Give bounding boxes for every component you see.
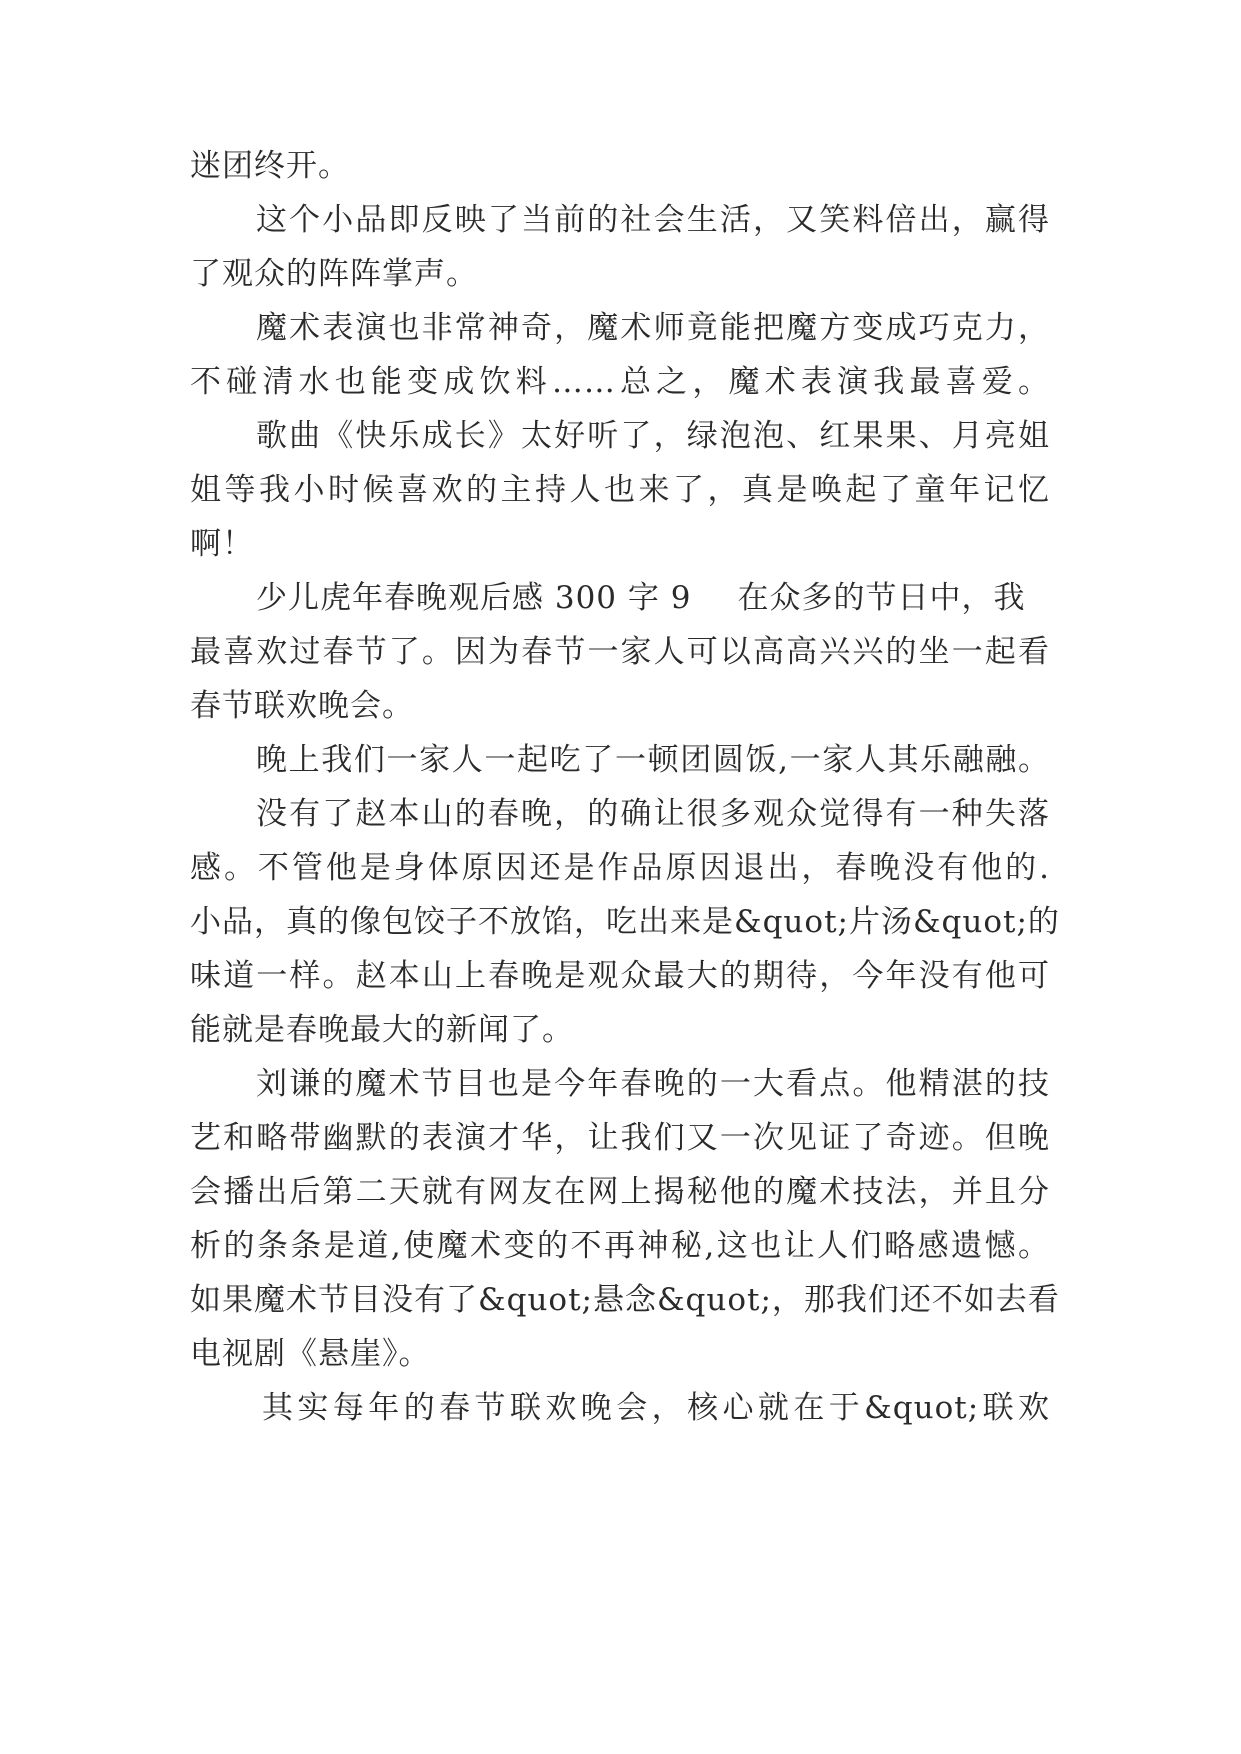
text-line: 春节联欢晚会。 [190,688,414,724]
text-line: 这个小品即反映了当前的社会生活，又笑料倍出，赢得 [256,202,1050,238]
text-line: 迷团终开。 [190,148,350,184]
text-line: 小品，真的像包饺子不放馅，吃出来是&quot;片汤&quot;的 [190,904,1060,940]
text-line: 析的条条是道,使魔术变的不再神秘,这也让人们略感遗憾。 [190,1228,1050,1264]
text-line: 歌曲《快乐成长》太好听了，绿泡泡、红果果、月亮姐 [256,418,1050,454]
text-line: 姐等我小时候喜欢的主持人也来了，真是唤起了童年记忆 [190,472,1050,508]
text-line: 没有了赵本山的春晚，的确让很多观众觉得有一种失落 [256,796,1050,832]
text-line: 艺和略带幽默的表演才华，让我们又一次见证了奇迹。但晚 [190,1120,1050,1156]
paragraph-start: 在众多的节日中，我 [737,580,1026,616]
text-line: 了观众的阵阵掌声。 [190,256,478,292]
text-line: 其实每年的春节联欢晚会，核心就在于&quot;联欢 [262,1390,1050,1426]
article-title: 少儿虎年春晚观后感 300 字 9 [256,580,692,616]
text-line: 不碰清水也能变成饮料……总之，魔术表演我最喜爱。 [190,364,1050,400]
text-line: 能就是春晚最大的新闻了。 [190,1012,574,1048]
text-line: 晚上我们一家人一起吃了一顿团圆饭,一家人其乐融融。 [256,742,1050,778]
text-line: 如果魔术节目没有了&quot;悬念&quot;，那我们还不如去看 [190,1282,1060,1318]
text-line: 啊！ [190,526,254,562]
text-line: 最喜欢过春节了。因为春节一家人可以高高兴兴的坐一起看 [190,634,1050,670]
text-line: 感。不管他是身体原因还是作品原因退出，春晚没有他的. [190,850,1050,886]
text-line: 会播出后第二天就有网友在网上揭秘他的魔术技法，并且分 [190,1174,1050,1210]
text-line: 味道一样。赵本山上春晚是观众最大的期待，今年没有他可 [190,958,1050,994]
text-line [256,578,1050,618]
text-line: 电视剧《悬崖》。 [190,1336,431,1372]
text-line: 刘谦的魔术节目也是今年春晚的一大看点。他精湛的技 [256,1066,1050,1102]
text-line: 魔术表演也非常神奇，魔术师竟能把魔方变成巧克力， [256,310,1050,346]
